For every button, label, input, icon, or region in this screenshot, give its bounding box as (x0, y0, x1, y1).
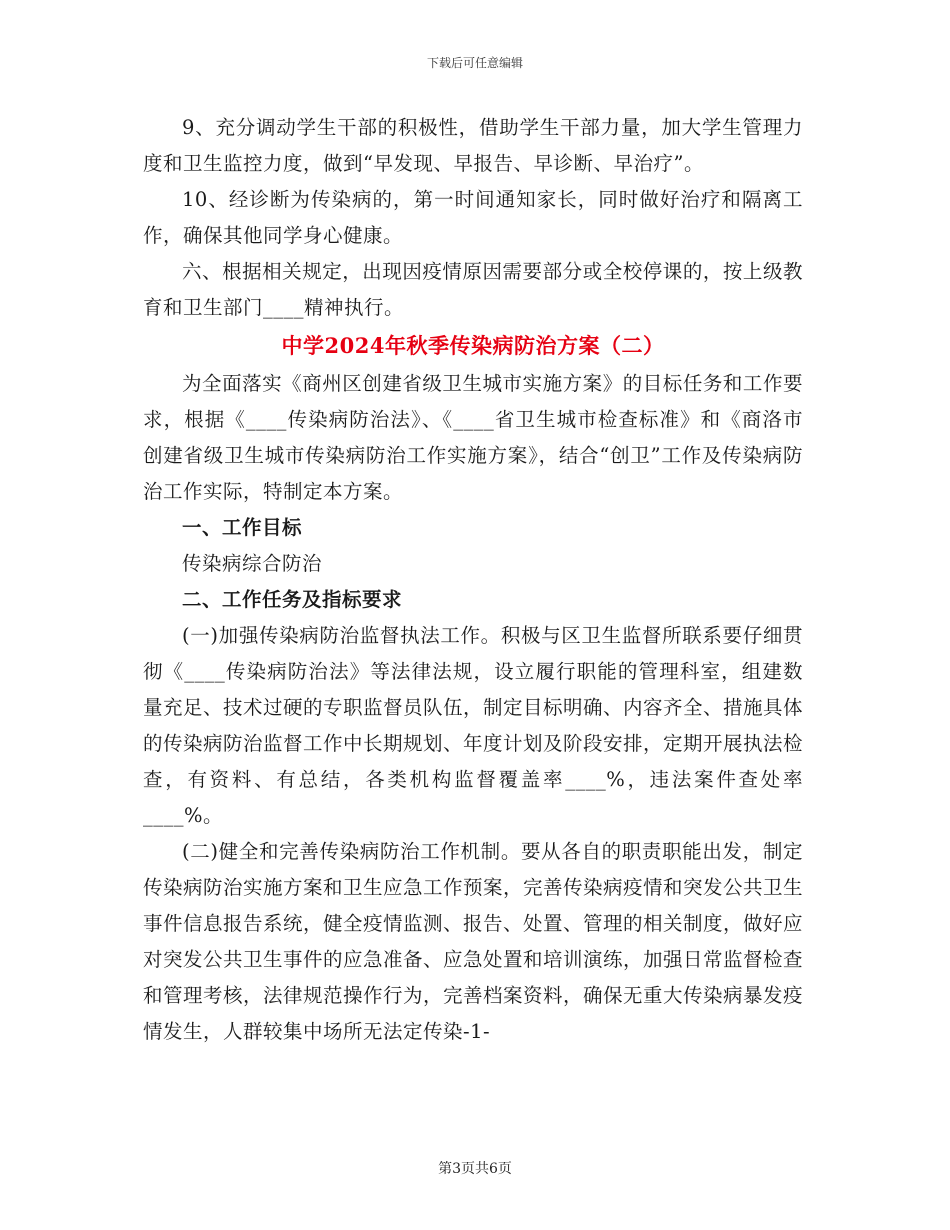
paragraph-intro: 为全面落实《商州区创建省级卫生城市实施方案》的目标任务和工作要求，根据《____传染病防治法》、《____省卫生城市检查标准》和《商洛市创建省级卫生城市传染病防治工作实施方案》，结合“创卫”工作及传染病防治工作实际，特制定本方案。 (143, 372, 803, 503)
document-title: 中学2024年秋季传染病防治方案（二） (281, 333, 665, 358)
section-heading-tasks: 二、工作任务及指标要求 (182, 588, 403, 611)
paragraph-task-2: (二)健全和完善传染病防治工作机制。要从各自的职责职能出发，制定传染病防治实施方案和卫生应急工作预案，完善传染病疫情和突发公共卫生事件信息报告系统，健全疫情监测、报告、处置、管理的相关制度，做好应对突发公共卫生事件的应急准备、应急处置和培训演练，加强日常监督检查和管理考核，法律规范操作行为，完善档案资料，确保无重大传染病暴发疫情发生，人群较集中场所无法定传染-1- (143, 840, 804, 1043)
header-note: 下载后可任意编辑 (426, 56, 523, 70)
document-body (143, 110, 803, 1050)
page-number: 第3页共6页 (438, 1161, 512, 1177)
section-heading-goals: 一、工作目标 (182, 516, 303, 539)
paragraph-item-10: 10、经诊断为传染病的，第一时间通知家长，同时做好治疗和隔离工作，确保其他同学身心健康。 (143, 188, 803, 247)
paragraph-goals: 传染病综合防治 (182, 552, 323, 575)
paragraph-task-1: (一)加强传染病防治监督执法工作。积极与区卫生监督所联系要仔细贯彻《____传染病防治法》等法律法规，设立履行职能的管理科室，组建数量充足、技术过硬的专职监督员队伍，制定目标明确、内容齐全、措施具体的传染病防治监督工作中长期规划、年度计划及阶段安排，定期开展执法检查，有资料、有总结，各类机构监督覆盖率____%，违法案件查处率____%。 (143, 624, 804, 827)
paragraph-section-6: 六、根据相关规定，出现因疫情原因需要部分或全校停课的，按上级教育和卫生部门____精神执行。 (143, 260, 803, 319)
paragraph-item-9: 9、充分调动学生干部的积极性，借助学生干部力量，加大学生管理力度和卫生监控力度，做到“早发现、早报告、早诊断、早治疗”。 (143, 116, 803, 175)
